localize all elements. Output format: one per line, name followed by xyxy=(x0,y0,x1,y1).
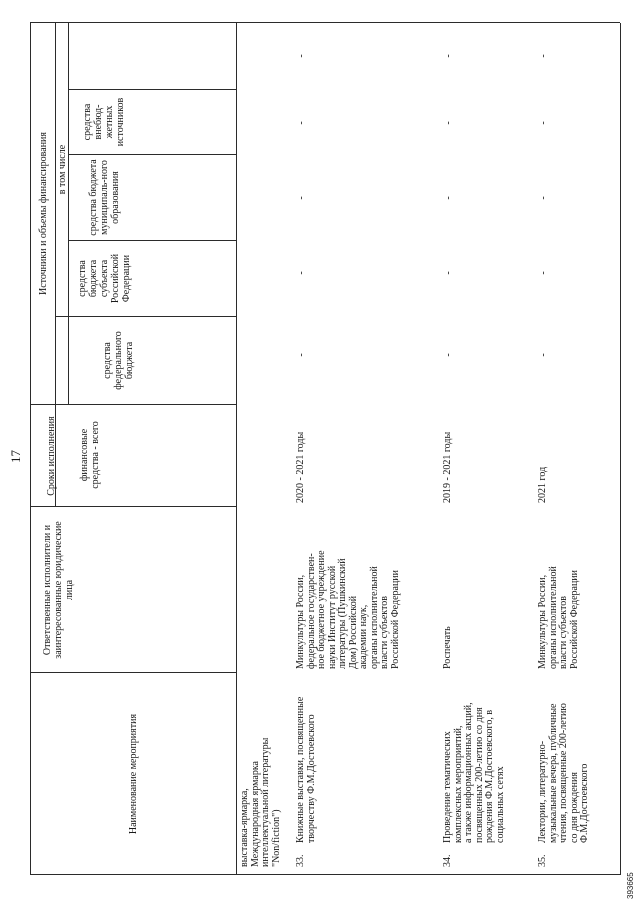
header-total: финансовые средства - всего xyxy=(79,421,101,489)
header-federal: средства федерального бюджета xyxy=(101,331,135,390)
row-35-deadline: 2021 год xyxy=(537,466,548,503)
table-left-border xyxy=(30,874,620,875)
row-34-executors: Роспечать xyxy=(442,626,453,669)
header-including: в том числе xyxy=(56,144,68,195)
row-34-federal: - xyxy=(443,271,454,275)
col-sep-name xyxy=(30,672,236,673)
row-35-executors: Минкультуры России, органы исполнительной власти субъектов Российской Федерации xyxy=(537,566,580,669)
header-subject: средства бюджета субъекта Российской Федерации xyxy=(76,253,132,304)
row-33-extrabudget: - xyxy=(296,54,307,58)
row-34-total: - xyxy=(443,353,454,357)
row-34-deadline: 2019 - 2021 годы xyxy=(442,431,453,503)
row-35-subject: - xyxy=(538,196,549,200)
header-municipal: средства бюджета муниципаль-ного образования xyxy=(87,159,121,236)
row-33-deadline: 2020 - 2021 годы xyxy=(295,431,306,503)
row-33-name: Книжные выставки, посвященные творчеству Ф.М.Достоевского xyxy=(295,696,317,843)
document-id: 393665 xyxy=(626,872,635,899)
row-34-extrabudget: - xyxy=(443,54,454,58)
row-33-federal: - xyxy=(296,271,307,275)
row-35-municipal: - xyxy=(538,121,549,125)
row-34-name: Проведение тематических комплексных мероприятий, а также информационных акций, посвященных 200-летию со дня рождения Ф.М.Достоевского, в социальных сетях xyxy=(442,702,506,843)
header-bottom-border xyxy=(236,23,237,875)
col-sep-executors xyxy=(30,506,236,507)
continuation-name: выставка-ярмарка, Международная ярмарка интеллектуальной литературы "Non/fiction") xyxy=(239,737,282,867)
row-34-subject: - xyxy=(443,196,454,200)
table-right-border xyxy=(30,22,620,23)
header-extrabudget: средства внебюд-жетных источников xyxy=(82,97,126,147)
page-number: 17 xyxy=(8,450,23,463)
row-33-subject: - xyxy=(296,196,307,200)
row-33-total: - xyxy=(296,353,307,357)
row-33-executors: Минкультуры России, федеральное государствен- ное бюджетное учреждение науки Институт русской литературы (Пушкинский Дом) Российской академии наук, органы исполнительной власти субъектов Российской Федерации xyxy=(295,550,401,669)
row-35-num: 35. xyxy=(537,854,548,867)
including-divider xyxy=(68,23,69,405)
header-executors: Ответственные исполнители и заинтересованные юридические лица xyxy=(41,521,75,659)
row-33-municipal: - xyxy=(296,121,307,125)
header-sources-group: Источники и объемы финансирования xyxy=(37,131,49,296)
col-sep-deadline xyxy=(30,404,236,405)
table-bottom-border xyxy=(620,23,621,875)
row-33-num: 33. xyxy=(295,854,306,867)
header-deadline: Сроки исполнения xyxy=(45,416,57,496)
row-34-municipal: - xyxy=(443,121,454,125)
row-35-extrabudget: - xyxy=(538,54,549,58)
header-name: Наименование мероприятия xyxy=(128,713,139,835)
row-34-num: 34. xyxy=(442,854,453,867)
row-35-total: - xyxy=(538,353,549,357)
row-35-name: Лектории, литературно- музыкальные вечера, публичные чтения, посвященные 200-летию со дня рождения Ф.М.Достоевского xyxy=(537,703,590,843)
row-35-federal: - xyxy=(538,271,549,275)
